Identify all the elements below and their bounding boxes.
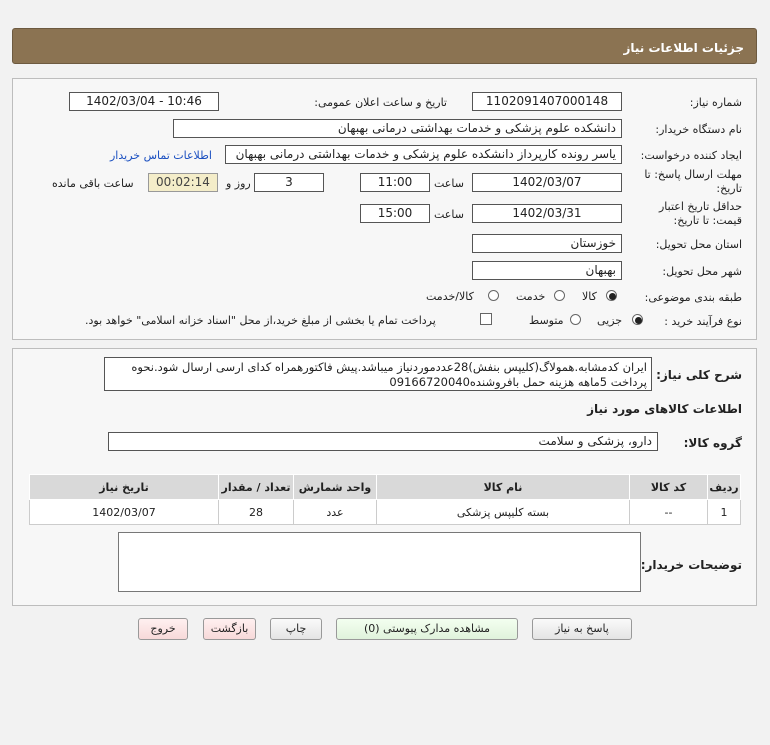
treasury-payment-checkbox[interactable] <box>480 313 492 325</box>
goods-table <box>29 474 741 525</box>
validity-date-field: 1402/03/31 <box>472 204 622 223</box>
city-label: شهر محل تحویل: <box>662 265 742 278</box>
col-need-date: تاریخ نیاز <box>30 475 219 500</box>
announce-field: 1402/03/04 - 10:46 <box>69 92 219 111</box>
buyer-org-label: نام دستگاه خریدار: <box>655 123 742 136</box>
process-option-medium: متوسط <box>529 314 564 327</box>
province-field: خوزستان <box>472 234 622 253</box>
goods-group-field: دارو، پزشکی و سلامت <box>108 432 658 451</box>
validity-label: حداقل تاریخ اعتبار قیمت: تا تاریخ: <box>658 200 742 227</box>
category-radio-goods[interactable] <box>606 290 617 301</box>
announce-label: تاریخ و ساعت اعلان عمومی: <box>314 96 447 109</box>
page-title: جزئیات اطلاعات نیاز <box>623 41 744 55</box>
print-button[interactable]: چاپ <box>270 618 322 640</box>
goods-table-grid <box>29 474 741 525</box>
category-radio-goods-service[interactable] <box>488 290 499 301</box>
days-field: 3 <box>254 173 324 192</box>
deadline-time-label: ساعت <box>434 177 464 190</box>
col-quantity: تعداد / مقدار <box>219 475 294 500</box>
page-header <box>12 28 757 64</box>
category-option-goods-service: کالا/خدمت <box>426 290 474 303</box>
buyer-notes-field <box>118 532 641 592</box>
category-option-service: خدمت <box>516 290 546 303</box>
category-option-goods: کالا <box>582 290 597 303</box>
goods-table-header <box>30 475 741 500</box>
cell-unit: عدد <box>294 500 377 525</box>
col-row: ردیف <box>708 475 741 500</box>
description-label: شرح کلی نیاز: <box>656 368 742 382</box>
contact-buyer-link[interactable]: اطلاعات تماس خریدار <box>110 149 212 162</box>
remaining-timer: 00:02:14 <box>148 173 218 192</box>
need-number-label: شماره نیاز: <box>689 96 742 109</box>
creator-field: یاسر رونده کارپرداز دانشکده علوم پزشکی و خدمات بهداشتی درمانی بهبهان <box>225 145 622 164</box>
description-text: ایران کدمشابه.همولاگ(کلیپس بنفش)28عددموردنیاز میباشد.پیش فاکتورهمراه کدای ارسی ارسال شود.نحوه پرداخت 5ماهه هزینه حمل بافروشنده09166720040 <box>104 357 652 391</box>
process-option-minor: جزیی <box>597 314 623 327</box>
province-label: استان محل تحویل: <box>655 238 742 251</box>
attachments-button[interactable]: مشاهده مدارک پیوستی (0) <box>336 618 518 640</box>
treasury-payment-note: پرداخت تمام یا بخشی از مبلغ خرید،از محل "اسناد خزانه اسلامی" خواهد بود. <box>85 314 436 327</box>
days-label: روز و <box>226 177 251 190</box>
deadline-date-field: 1402/03/07 <box>472 173 622 192</box>
creator-label: ایجاد کننده درخواست: <box>640 149 742 162</box>
buyer-org-field: دانشکده علوم پزشکی و خدمات بهداشتی درمانی بهبهان <box>173 119 622 138</box>
city-field: بهبهان <box>472 261 622 280</box>
back-button[interactable]: بازگشت <box>203 618 256 640</box>
table-row <box>30 500 741 525</box>
validity-time-label: ساعت <box>434 208 464 221</box>
col-unit: واحد شمارش <box>294 475 377 500</box>
validity-time-field: 15:00 <box>360 204 430 223</box>
exit-button[interactable]: خروج <box>138 618 188 640</box>
col-name: نام کالا <box>377 475 630 500</box>
buyer-notes-label: توضیحات خریدار: <box>640 558 742 572</box>
deadline-label: مهلت ارسال پاسخ: تا تاریخ: <box>644 168 742 195</box>
cell-name: بسته کلیپس پزشکی <box>377 500 630 525</box>
cell-need-date: 1402/03/07 <box>30 500 219 525</box>
category-label: طبقه بندی موضوعی: <box>644 291 742 304</box>
process-radio-minor[interactable] <box>632 314 643 325</box>
need-number-field: 1102091407000148 <box>472 92 622 111</box>
process-label: نوع فرآیند خرید : <box>664 315 742 328</box>
goods-group-label: گروه کالا: <box>683 436 742 450</box>
deadline-time-field: 11:00 <box>360 173 430 192</box>
cell-row: 1 <box>708 500 741 525</box>
reply-button[interactable]: پاسخ به نیاز <box>532 618 632 640</box>
category-radio-service[interactable] <box>554 290 565 301</box>
cell-code: -- <box>630 500 708 525</box>
col-code: کد کالا <box>630 475 708 500</box>
remaining-label: ساعت باقی مانده <box>52 177 134 190</box>
process-radio-medium[interactable] <box>570 314 581 325</box>
cell-quantity: 28 <box>219 500 294 525</box>
goods-section-title: اطلاعات کالاهای مورد نیاز <box>587 402 742 416</box>
